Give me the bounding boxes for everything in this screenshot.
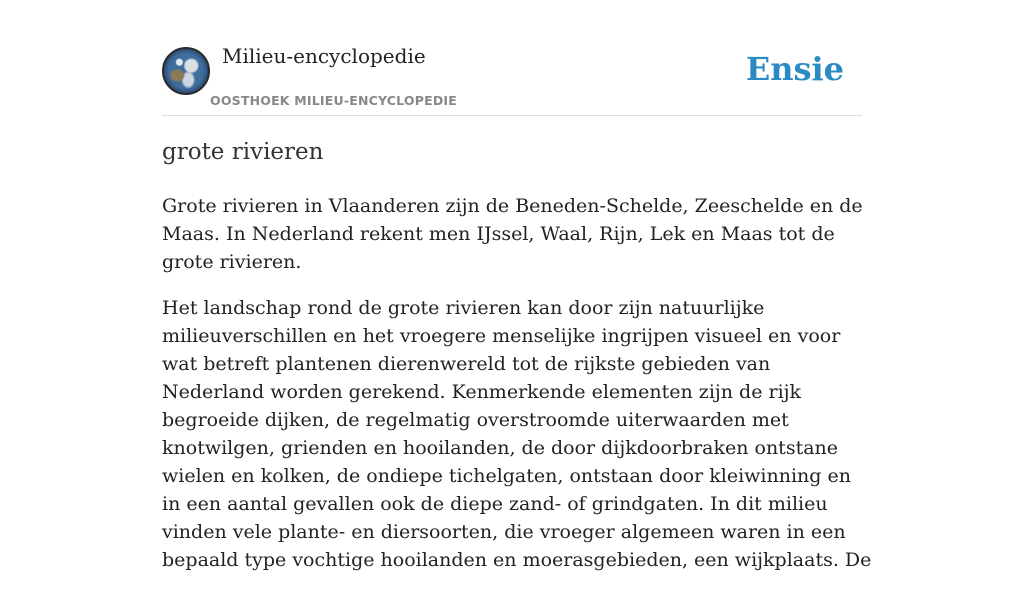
site-header <box>162 40 862 116</box>
article-title: grote rivieren <box>162 139 324 165</box>
ensie-logo[interactable]: Ensie <box>745 50 844 88</box>
article-paragraph: Grote rivieren in Vlaanderen zijn de Beneden-Schelde, Zeeschelde en de Maas. In Nederland rekent men IJssel, Waal, Rijn, Lek en Maas tot de grote rivieren. <box>162 195 863 273</box>
site-subtitle[interactable]: OOSTHOEK MILIEU-ENCYCLOPEDIE <box>210 93 457 108</box>
article-body <box>162 192 872 592</box>
article-paragraph: Het landschap rond de grote rivieren kan door zijn natuurlijke milieuverschillen en het vroegere menselijke ingrijpen visueel en voor wat betreft plantenen dierenwereld tot de rijkste gebieden van Nederland worden gerekend. Kenmerkende elementen zijn de rijk begroeide dijken, de regelmatig overstroomde uiterwaarden met knotwilgen, grienden en hooilanden, de door dijkdoorbraken ontstane wielen en kolken, de ondiepe tichelgaten, ontstaan door kleiwinning en in een aantal gevallen ook de diepe zand- of grindgaten. In dit milieu vinden vele plante- en diersoorten, die vroeger algemeen waren in een bepaald type vochtige hooilanden en moerasgebieden, een wijkplaats. De <box>162 297 872 571</box>
earth-globe-icon[interactable] <box>162 47 210 95</box>
site-title[interactable]: Milieu-encyclopedie <box>222 44 426 68</box>
